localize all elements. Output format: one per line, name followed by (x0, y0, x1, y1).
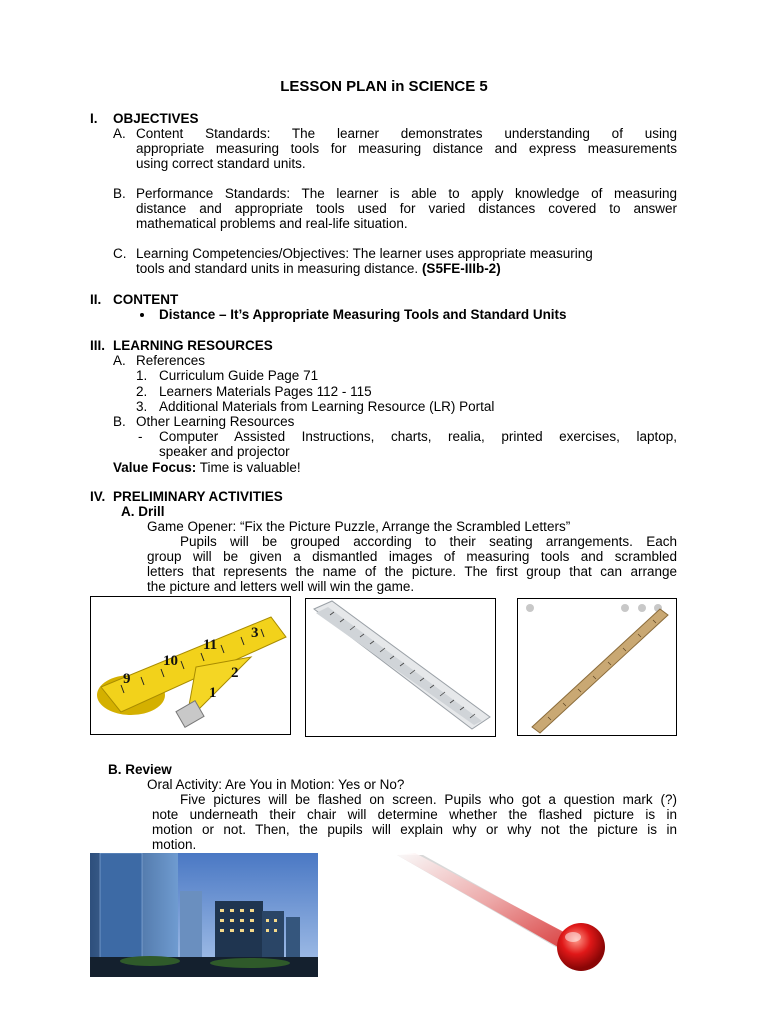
performance-standards (136, 186, 677, 231)
item-label: C. (113, 246, 127, 261)
tape-number: 3 (251, 625, 259, 641)
other-resources (159, 429, 677, 459)
review-heading: B. Review (108, 762, 172, 777)
value-focus-text: Time is valuable! (199, 460, 301, 475)
list-number: 2. (136, 384, 148, 399)
motion-ball-image (395, 853, 619, 977)
bullet-icon (140, 313, 144, 317)
reference-item: Curriculum Guide Page 71 (159, 368, 319, 383)
drill-description (147, 534, 677, 594)
tape-number: 10 (163, 653, 178, 669)
section-number: II. (90, 292, 102, 307)
section-number: I. (90, 111, 98, 126)
item-label: B. (113, 186, 126, 201)
dash-marker: - (138, 429, 143, 444)
tape-number: 2 (231, 665, 239, 681)
meter-stick-icon (518, 599, 676, 735)
content-standards (136, 126, 677, 171)
drill-heading: A. Drill (121, 504, 165, 519)
references-label: References (136, 353, 206, 368)
page-title: LESSON PLAN in SCIENCE 5 (280, 78, 488, 95)
tape-measure-icon (91, 597, 290, 734)
section-number: III. (90, 338, 106, 353)
text-line: note underneath their chair will determine whether the flashed picture is in (152, 807, 677, 822)
learning-competencies (136, 246, 677, 276)
meter-stick-image (517, 598, 677, 736)
text-line: Pupils will be grouped according to their seating arrangements. Each (180, 534, 677, 549)
value-focus-label: Value Focus: (113, 460, 197, 475)
text-line: mathematical problems and real-life situation. (136, 216, 408, 231)
competency-code: (S5FE-IIIb-2) (421, 261, 501, 276)
metal-ruler-image (305, 598, 496, 737)
objectives-heading: OBJECTIVES (113, 111, 199, 126)
resources-heading: LEARNING RESOURCES (113, 338, 273, 353)
text-line: Performance Standards: The learner is able to apply knowledge of measuring (136, 186, 677, 201)
review-opener: Oral Activity: Are You in Motion: Yes or No? (147, 777, 405, 792)
text-line: letters that represents the name of the picture. The first group that can arrange (147, 564, 677, 579)
value-focus (113, 460, 301, 475)
competency-text: tools and standard units in measuring distance. (136, 261, 419, 276)
tape-measure-image (90, 596, 291, 735)
list-number: 3. (136, 399, 148, 414)
reference-item: Learners Materials Pages 112 - 115 (159, 384, 372, 399)
buildings-icon (90, 853, 318, 977)
text-line: appropriate measuring tools for measuring distance and express measurements (136, 141, 677, 156)
text-line: motion. (152, 837, 197, 852)
item-label: B. (113, 414, 126, 429)
item-label: A. (113, 353, 126, 368)
text-line: using correct standard units. (136, 156, 306, 171)
list-number: 1. (136, 368, 148, 383)
ball-icon (395, 853, 619, 977)
text-line: Content Standards: The learner demonstrates understanding of using (136, 126, 677, 141)
tape-number: 9 (123, 671, 131, 687)
buildings-image (90, 853, 318, 977)
text-line: Five pictures will be flashed on screen. Pupils who got a question mark (?) (180, 792, 677, 807)
item-label: A. (113, 126, 126, 141)
prelim-heading: PRELIMINARY ACTIVITIES (113, 489, 283, 504)
review-description (152, 792, 677, 852)
text-line: speaker and projector (159, 444, 290, 459)
content-heading: CONTENT (113, 292, 179, 307)
close-icon (526, 604, 534, 612)
text-line: Computer Assisted Instructions, charts, realia, printed exercises, laptop, (159, 429, 677, 444)
share-icon (638, 604, 646, 612)
text-line: Learning Competencies/Objectives: The learner uses appropriate measuring (136, 246, 593, 261)
tape-number: 1 (209, 685, 217, 701)
text-line: distance and appropriate tools used for varied distances covered to answer (136, 201, 677, 216)
close-icon (621, 604, 629, 612)
tape-number: 11 (203, 637, 218, 653)
other-resources-label: Other Learning Resources (136, 414, 295, 429)
text-line: the picture and letters well will win the game. (147, 579, 415, 594)
reference-item: Additional Materials from Learning Resource (LR) Portal (159, 399, 495, 414)
text-line: group will be given a dismantled images of measuring tools and scrambled (147, 549, 677, 564)
drill-opener: Game Opener: “Fix the Picture Puzzle, Arrange the Scrambled Letters” (147, 519, 571, 534)
text-line: motion or not. Then, the pupils will explain why or why not the picture is in (152, 822, 677, 837)
text-line (136, 261, 677, 276)
section-number: IV. (90, 489, 106, 504)
content-topic: Distance – It’s Appropriate Measuring Tools and Standard Units (159, 307, 567, 322)
ruler-icon (306, 599, 495, 736)
